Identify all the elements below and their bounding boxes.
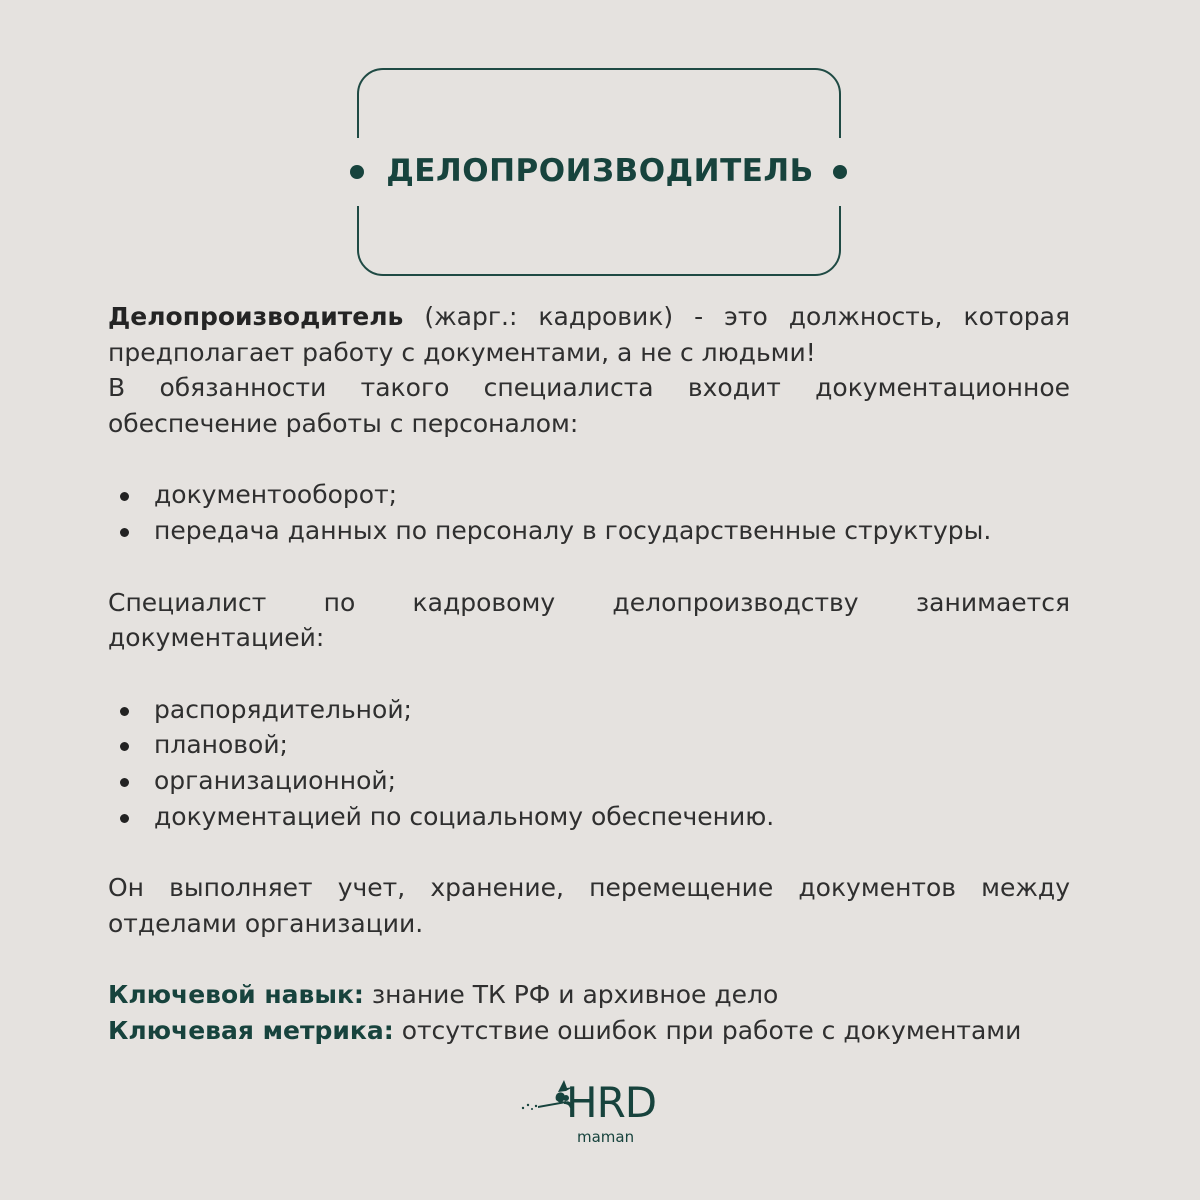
specialist-paragraph: Специалист по кадровому делопроизводству занимается документацией: (108, 587, 1070, 653)
list-item: распорядительной; (108, 692, 1070, 728)
documentation-list (108, 692, 1070, 834)
functions-paragraph: Он выполняет учет, хранение, перемещение документов между отделами организации. (108, 873, 1070, 938)
list-item: плановой; (108, 727, 1070, 763)
list-item: передача данных по персоналу в государственные структуры. (108, 513, 1070, 549)
list-item: организационной; (108, 763, 1070, 799)
spacer (108, 834, 1070, 870)
spacer (108, 656, 1070, 692)
list-item: документацией по социальному обеспечению. (108, 799, 1070, 835)
key-metric-value: отсутствие ошибок при работе с документами (393, 1015, 1022, 1045)
intro-definition: (жарг.: кадровик) - это должность, которая предполагает работу с документами, а не с людьми! (108, 302, 1070, 367)
list-item: документооборот; (108, 477, 1070, 513)
duties-paragraph: В обязанности такого специалиста входит документационное обеспечение работы с персоналом: (108, 373, 1070, 438)
page-title: ДЕЛОПРОИЗВОДИТЕЛЬ (386, 153, 814, 189)
spacer (108, 941, 1070, 977)
main-content (108, 299, 1070, 1049)
key-metric-label: Ключевая метрика: (108, 1015, 394, 1045)
intro-term: Делопроизводитель (108, 302, 404, 331)
logo-brand: HRD (566, 1078, 657, 1127)
logo-subtitle: maman (577, 1128, 635, 1146)
key-metric-line (108, 1013, 1070, 1049)
spacer (108, 441, 1070, 477)
key-skill-label: Ключевой навык: (108, 980, 364, 1010)
duties-list (108, 477, 1070, 548)
key-skill-line (108, 977, 1070, 1013)
key-skill-value: знание ТК РФ и архивное дело (363, 980, 779, 1010)
intro-paragraph (108, 299, 1070, 370)
spacer (108, 549, 1070, 585)
